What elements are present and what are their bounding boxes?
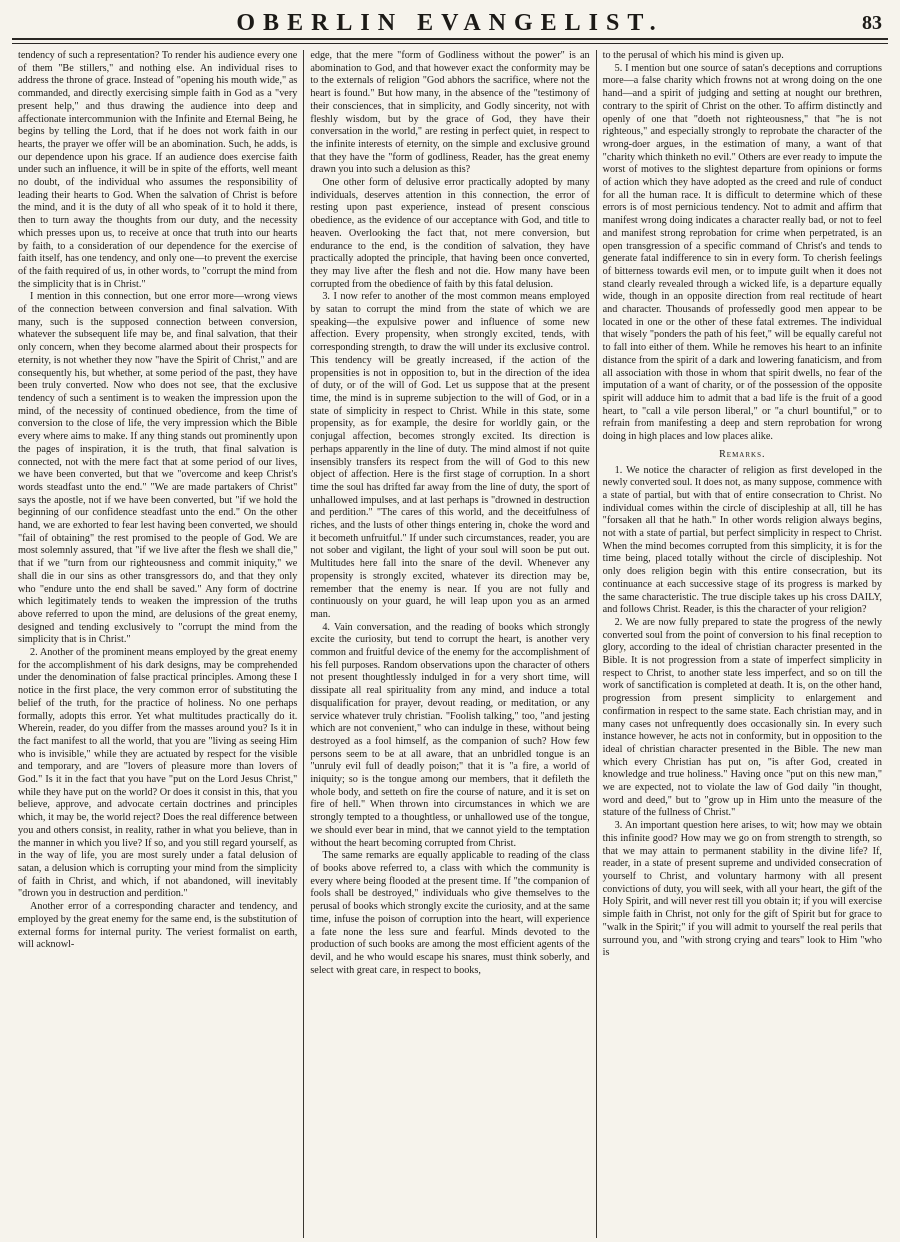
page-number: 83 — [862, 12, 882, 34]
paragraph: One other form of delusive error practically adopted by many individuals, deserves attention in this connection, the error of resting upon past experience, instead of present conscious obedience, as the evidence of our acceptance with God, and title to heaven. Overlooking the fact that, not mere conversion, but endurance to the end, is the condition of salvation, they have practically adopted the principle, that having been once converted, they may live after the flesh and not die. How many have been corrupted from the obedience of faith by this fatal delusion. — [310, 177, 590, 290]
paragraph: 1. We notice the character of religion as first developed in the newly converted soul. It does not, as many suppose, commence with a state of partial, but with that of entire consecration to Christ. No individual comes within the circle of discipleship at all, till he has "forsaken all that he hath." In other words religion always begins, not with a state of partial, but perfect simplicity in respect to Christ. When the mind becomes corrupted from this simplicity, it is for the time being, placed totally without the circle of discipleship. Not only does religion begin with this entire consecration, but its continuance at each successive stage of its progress is marked by the same characteristic. The true disciple takes up his cross DAILY, and follows Christ. Reader, is this the character of your religion? — [602, 464, 882, 616]
paragraph: The same remarks are equally applicable to reading of the class of books above referred to, a class with which the community is every where being flooded at the present time. If "the companion of fools shall be destroyed," individuals who give themselves to the perusal of books which strongly excite the curiosity, and at the same time, infuse the poison of corruption into the heart, will experience a fate none the less sure and fearful. Minds devoted to the production of such books are among the most efficient agents of the devil, and he who would escape his snares, must think soberly, and select with great care, in respect to books, — [310, 850, 590, 976]
masthead-rule — [12, 43, 888, 44]
remarks-heading: Remarks. — [719, 448, 766, 460]
paragraph: 2. Another of the prominent means employed by the great enemy for the accomplishment of his dark designs, may be comprehended under the denomination of false practical principles. Among these I notice in the first place, the very common error of substituting the belief of the truth, for the practice of holiness. No one perhaps formally, adopts this error. Yet what multitudes practically do it. Wherein, reader, do you differ from the masses around you? Is it in the fact manifest to all the world, that you are "living as seeing Him who is invisible," while they are actuated by respect for the visible and temporary, and are "lovers of pleasure more than lovers of God." Is it in the fact that you have "put on the Lord Jesus Christ," while they have put on the world? Or does it consist in this, that you believe, approve, and advocate certain doctrines and principles which, it may be, the world reject? Does the real difference between you and others consist, in reality, rather in what you believe, than in the manner in which you live? If so, and you still regard yourself, as in the way of life, you are most surely under a fatal delusion of satan, a delusion which is corrupting your mind from the simplicity of faith in Christ, and which, if not abandoned, will inevitably "drown you in destruction and perdition." — [18, 647, 298, 900]
paragraph: tendency of such a representation? To render his audience every one of them "Be stillers," and nothing else. An individual rises to address the throne of grace. Instead of "opening his mouth wide," as commanded, and directly exercising simple faith in God as a "very present help," and thus drawing the audience into deep and affectionate intercommunion with the Infinite and Eternal Being, he begins by telling the Lord, that if he does not work faith in our hearts, the prayer we offer will be an abomination. Such, he adds, is our dependence upon his grace. If an audience does exercise faith under such an influence, it will be in spite of the efforts, well meant no doubt, of the individual who assumes the responsibility of leading their hearts to God. When the salvation of Christ is before the mind, and it is the duty of all who speak of it to hold it there, then to turn away the thoughts from our duty, and the necessity which presses upon us, to receive at once that truth into our hearts by faith, to a consideration of our dependence for the exercise of faith itself, has one tendency, and only one—to prevent the exercise of the faith required of us, in other words, to "corrupt the mind from the simplicity that is in Christ." — [18, 50, 298, 290]
column-1 — [12, 50, 303, 1238]
column-2 — [303, 50, 595, 1238]
paragraph: 3. I now refer to another of the most common means employed by satan to corrupt the mind from the state of which we are speaking—the expulsive power and influence of some new affection. Every propensity, when strongly excited, tends, with corresponding strength, to draw the will under its exclusive control. This tendency will be greatly increased, if the action of the propensities is not in opposition to, but in the direction of the idea of duty, or of the will of God. Let us suppose that at the present time, the mind is in supreme subjection to the will of God, or in a state of simplicity in respect to Christ. While in this state, some propensity, as for example, the desire for worldly gain, or the conjugal affection, becomes strongly excited. Its direction is perhaps apparently in the line of duty. The mind almost if not quite insensibly transfers its respect from the will of God to this new object of affection. Here is the first stage of corruption. In a short time the soul has drifted far away from the line of duty, the sport of unhallowed impulses, and at last perhaps is "drowned in destruction and perdition." "The cares of this world, and the deceitfulness of riches, and the lusts of other things entering in, choke the word and it becometh unfruitful." If under such circumstances, reader, you are not sober and vigilant, the light of your soul will soon be put out. Multitudes here fall into the snare of the devil. Whenever any propensity is strongly excited, whatever its direction may be, remember that the enemy is near. If you are not fully and continuously on your guard, he will leap upon you as an armed man. — [310, 291, 590, 620]
paragraph: 3. An important question here arises, to wit; how may we obtain this infinite good? How may we go on from strength to strength, so that we may attain to permanent stability in the divine life? If, reader, in a state of present supreme and undivided consecration of yourself to Christ, and voluntary harmony with all present convictions of duty, you will seek, with all your heart, the gift of the Holy Spirit, and will never rest till you obtain it; if you will exercise simple faith in Christ, not only for the gift of Spirit but for grace to "walk in the Spirit;" if you will admit to yourself the real perils that surround you, and "with strong crying and tears" look to Him "who is — [602, 820, 882, 959]
paragraph: 2. We are now fully prepared to state the progress of the newly converted soul from the point of conversion to his final reception to glory, according to the ideal of christian character presented in the Bible. It is not progression from a state of imperfect simplicity in respect to Christ, to another state less imperfect, and so on till the work of sanctification is completed at death. It is, on the other hand, progression from present simplicity to enlargement and confirmation in respect to the same state. Each christian may, and in many cases not unfrequently does occasionally sin. In every such instance however, he acts not in conformity, but in opposition to the ideal of christian character presented in the Bible. The new man which every Christian has put on, "is after God, created in knowledge and true holiness." Having once "put on this new man," we are expected, not to violate the law of God daily "in thought, word and deed," but to "grow up in Him unto the measure of the stature of the fullness of Christ." — [602, 616, 882, 819]
paragraph: 4. Vain conversation, and the reading of books which strongly excite the curiosity, but tend to corrupt the heart, is another very common and fruitful device of the enemy for the accomplishment of his fell purposes. Random observations upon the character of others not present thoughtlessly indulged in for a very short time, will dissipate all real spirituality from any mind, and induce a total disqualification for prayer, devout reading, or meditation, or any service whatever truly christian. "Foolish talking," too, "and jesting which are not convenient," who can indulge in these, without being destroyed as a fool himself, as the companion of such? How few persons seem to be at all aware, that an unbridled tongue is an "unruly evil full of deadly poison;" that it is "a fire, a world of iniquity; so is the tongue among our members, that it defileth the whole body, and setteth on fire the course of nature, and it is set on fire of hell." When thrown into circumstances in which we are strongly tempted to a thoughtless, or unhallowed use of the tongue, we should ever bear in mind, that we cannot yield to the temptation without the heart becoming corrupted from Christ. — [310, 621, 590, 849]
paragraph: I mention in this connection, but one error more—wrong views of the connection between conversion and final salvation. With many, such is the supposed connection between conversion, whatever the subsequent life may be, and final salvation, that their only concern, when they become alarmed about their prospects for eternity, is not whether they now "have the Spirit of Christ," and are consequently his, but whether, at some period of the past, they have been truly converted. Now who does not see, that the exclusive tendency of such a sentiment is to weaken the impression upon the mind, of the necessity of continued obedience, from the time of conversion to the close of life, the very impression which the Bible every where aims to make. If any thing stands out prominently upon the pages of inspiration, it is the truth, that final salvation is connected, not with the mere fact that at some period of our lives, we have been converted, but that we "overcome and keep Christ's words steadfast unto the end." "We are made partakers of Christ" says the apostle, not if we have been converted, but "if we hold the beginning of our confidence steadfast unto the end." On the other hand, we are exhorted to fear lest having been converted, we should "fail of obtaining" the rest promised to the people of God. We are most solemnly assured, that "if we live after the flesh we shall die," that if we "turn from our righteousness and commit iniquity," we shall die in our sins as other transgressors do, and that they only who "endure unto the end shall be saved." Any form of doctrine which legitimately tends to weaken the impression of the truths above referred to upon the mind, are delusions of the great enemy, designed and tending exclusively to "corrupt the mind from the simplicity that is in Christ." — [18, 291, 298, 646]
text-columns — [12, 50, 888, 1238]
paragraph: to the perusal of which his mind is given up. — [602, 50, 784, 61]
paragraph: edge, that the mere "form of Godliness without the power" is an abomination to God, and that however exact the conformity may be to the externals of religion "God abhors the sacrifice, where not the heart is found." But how many, in the absence of the "testimony of their consciences, that in simplicity, and Godly sincerity, not with fleshly wisdom, but by the grace of God, they have their conversation in the world," are resting in perfect quiet, in respect to the infinite interests of eternity, on the simple and exclusive ground that they have the "form of godliness, Reader, has the great enemy drawn you into such a delusion as this? — [310, 50, 590, 176]
paragraph: 5. I mention but one source of satan's deceptions and corruptions more—a false charity which frowns not at wrong doing on the one hand—and a spirit of judging and setting at nought our brethren, contrary to the spirit of Christ on the other. To affirm distinctly and openly of one that "doeth not righteousness," that "he is not righteous," and especially strongly to reprobate the character of the wrong-doer argues, in the estimation of many, a want of that "charity which thinketh no evil." Others are ever ready to impute the worst of motives to the slightest departure from opinions or forms of action which they have adopted as the creed and rule of conduct for all the human race. It is difficult to determine which of these errors is of most pernicious tendency. Not to admit and affirm that manifest wrong doing indicates a character really bad, or not to feel and manifest strong reprobation for crime when perpetrated, is an open transgression of a specific command of Christ's and tends to generate fatal indifference to sin in every form. To cherish feelings of bitterness towards evil men, or to impute guilt when it does not stand clearly revealed through a wicked life, is a departure equally wide, though in an opposite direction from real rectitude of heart and character. Thousands of professedly good men appear to be located in one or the other of these fatal extremes. The individual that wisely "ponders the path of his feet," will be equally careful not to fall into either of them. While he removes his heart to an infinite distance from the spirit of a dark and lowering fanaticism, and from all association with those in whom that spirit dwells, no fear of the imputation of a want of charity, or of the possession of the opposite spirit will adduce him to admit that a bad life is the fruit of a good heart, to "call a vile person liberal," or "a churl bountiful," or to refrain from manifesting a deep and stern reprobation for wrong doing in high places and low places alike. — [602, 62, 882, 443]
paragraph: Another error of a corresponding character and tendency, and employed by the great enemy for the same end, is the substitution of external forms for internal purity. The veriest formalist on earth, will acknowl- — [18, 901, 298, 951]
publication-title: OBERLIN EVANGELIST. — [236, 10, 664, 36]
column-3 — [596, 50, 888, 1238]
masthead — [12, 8, 888, 40]
